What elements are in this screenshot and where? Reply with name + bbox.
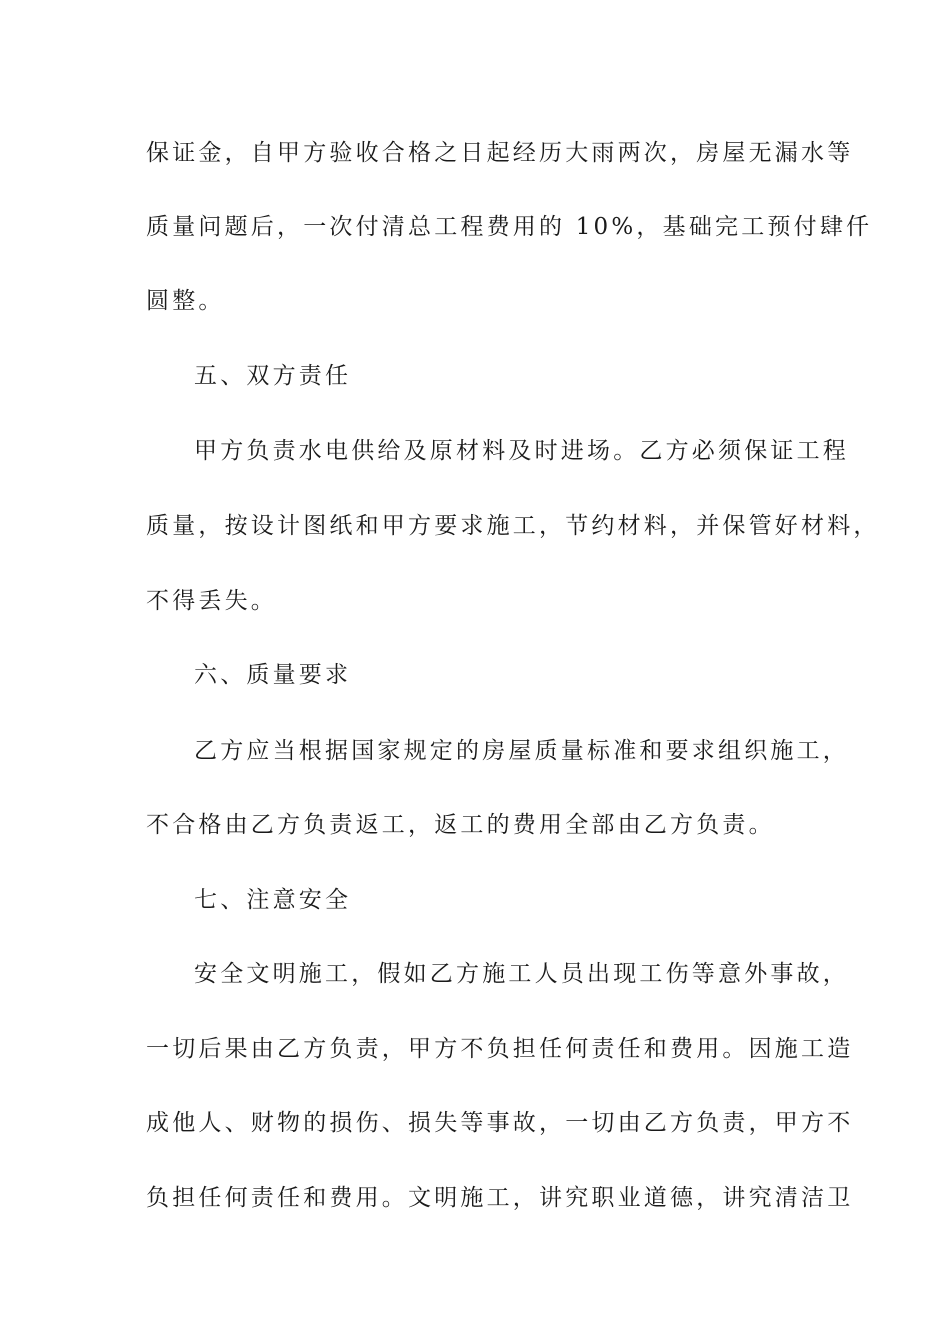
paragraph-line: 一切后果由乙方负责，甲方不负担任何责任和费用。因施工造 bbox=[146, 1036, 854, 1062]
section-heading-7: 七、注意安全 bbox=[194, 887, 352, 913]
paragraph-line: 不得丢失。 bbox=[146, 588, 277, 614]
paragraph-line: 甲方负责水电供给及原材料及时进场。乙方必须保证工程 bbox=[194, 438, 849, 464]
section-heading-5: 五、双方责任 bbox=[194, 363, 352, 389]
paragraph-line: 质量问题后，一次付清总工程费用的 10%，基础完工预付肆仟 bbox=[146, 214, 873, 240]
paragraph-line: 负担任何责任和费用。文明施工，讲究职业道德，讲究清洁卫 bbox=[146, 1185, 854, 1211]
paragraph-line: 圆整。 bbox=[146, 288, 225, 314]
paragraph-line: 保证金，自甲方验收合格之日起经历大雨两次，房屋无漏水等 bbox=[146, 140, 854, 166]
paragraph-line: 质量，按设计图纸和甲方要求施工，节约材料，并保管好材料， bbox=[146, 513, 880, 539]
paragraph-line: 安全文明施工，假如乙方施工人员出现工伤等意外事故， bbox=[194, 961, 849, 987]
paragraph-line: 成他人、财物的损伤、损失等事故，一切由乙方负责，甲方不 bbox=[146, 1110, 854, 1136]
paragraph-line: 乙方应当根据国家规定的房屋质量标准和要求组织施工， bbox=[194, 738, 849, 764]
section-heading-6: 六、质量要求 bbox=[194, 662, 352, 688]
paragraph-line: 不合格由乙方负责返工，返工的费用全部由乙方负责。 bbox=[146, 812, 775, 838]
